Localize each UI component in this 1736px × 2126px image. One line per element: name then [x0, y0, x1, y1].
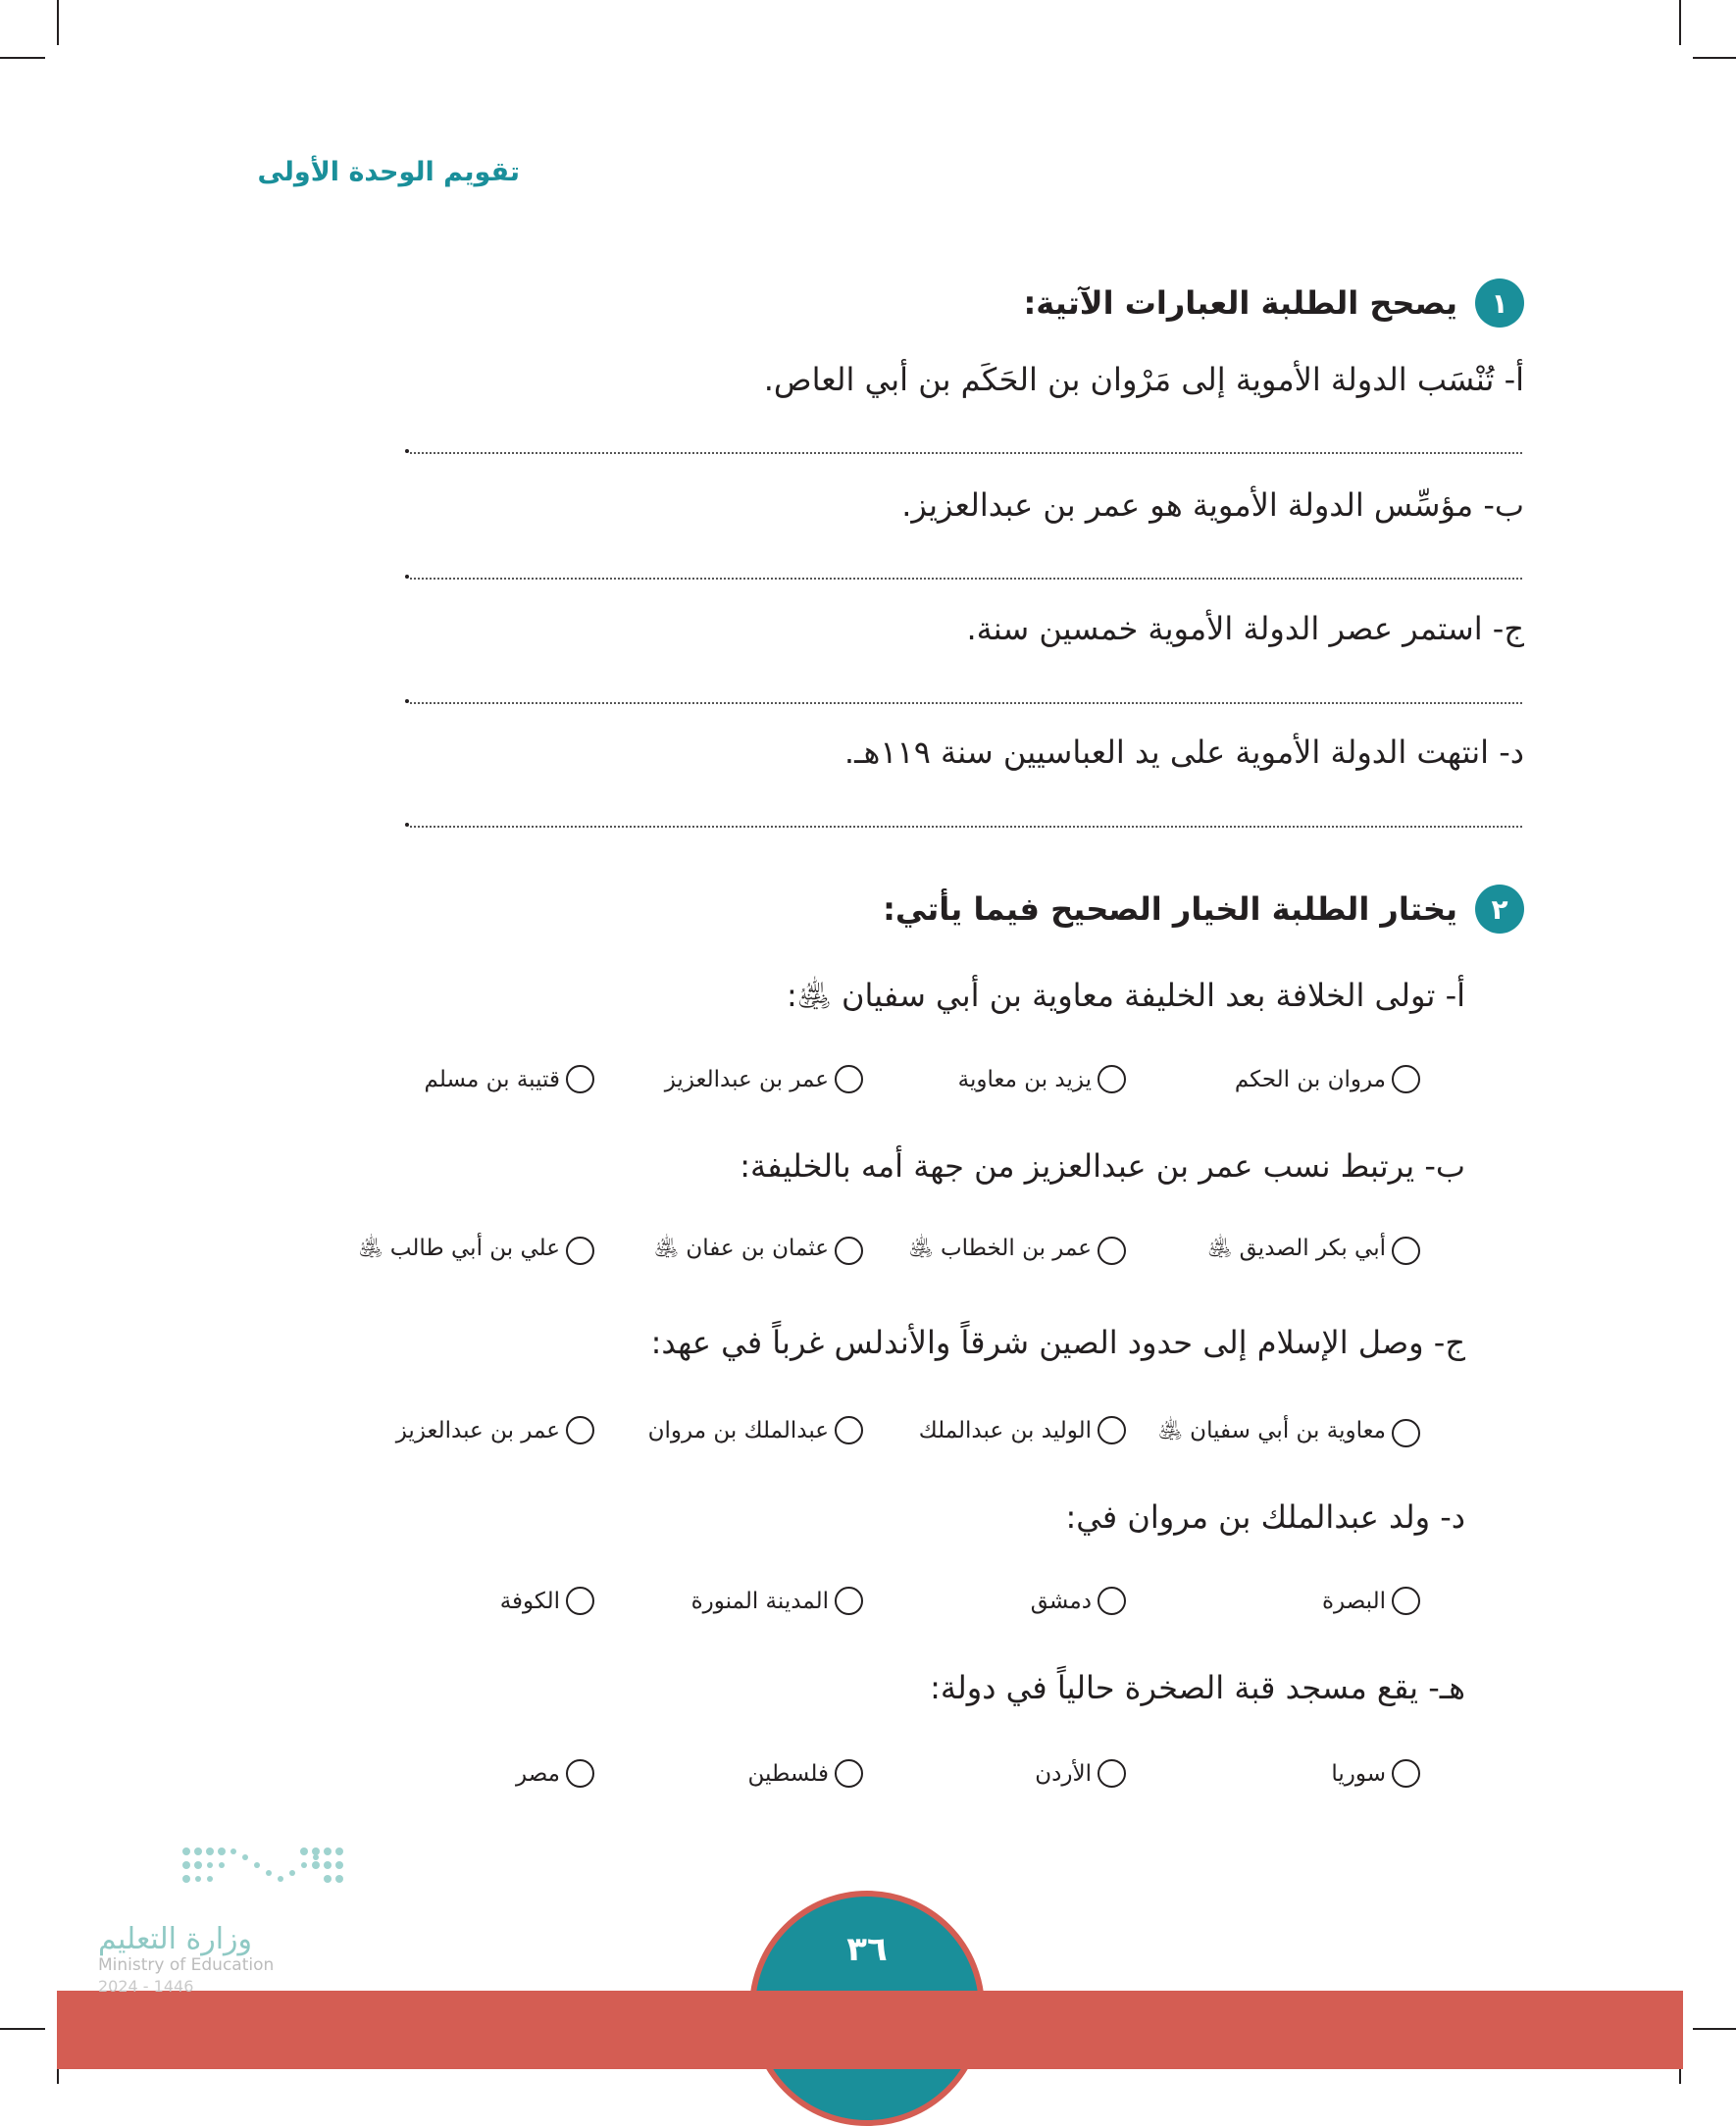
radio-circle[interactable]	[835, 1759, 863, 1788]
answer-line-c[interactable]	[410, 702, 1522, 704]
mcq-b-option-2[interactable]	[909, 1234, 1126, 1267]
mcq-c-option-1[interactable]	[1158, 1416, 1420, 1449]
mcq-e-option-2[interactable]	[1035, 1759, 1126, 1788]
option-label: سوريا	[1331, 1760, 1386, 1787]
option-label: عمر بن عبدالعزيز	[664, 1066, 829, 1092]
option-label: علي بن أبي طالب ﵁	[358, 1236, 560, 1261]
answer-line-a[interactable]	[410, 452, 1522, 454]
mcq-d-option-4[interactable]	[500, 1587, 594, 1615]
radio-circle[interactable]	[1098, 1587, 1126, 1615]
statement-c: ج- استمر عصر الدولة الأموية خمسين سنة.	[966, 610, 1524, 647]
mcq-a-option-2[interactable]	[958, 1065, 1126, 1093]
mcq-d-option-2[interactable]	[1031, 1587, 1126, 1615]
mcq-a-option-4[interactable]	[425, 1065, 594, 1093]
ministry-logo-dots-icon	[177, 1844, 353, 1902]
unit-review-title: تقويم الوحدة الأولى	[257, 157, 520, 187]
mcq-e-option-3[interactable]	[748, 1759, 863, 1788]
radio-circle[interactable]	[1392, 1419, 1420, 1447]
section-2-title: يختار الطلبة الخيار الصحيح فيما يأتي:	[883, 890, 1457, 928]
mcq-d-option-1[interactable]	[1322, 1587, 1420, 1615]
option-label: يزيد بن معاوية	[957, 1066, 1092, 1092]
radio-circle[interactable]	[835, 1416, 863, 1444]
radio-circle[interactable]	[566, 1416, 594, 1444]
radio-circle[interactable]	[1392, 1587, 1420, 1615]
mcq-question-e: هـ- يقع مسجد قبة الصخرة حالياً في دولة:	[930, 1669, 1465, 1706]
crop-mark	[1693, 2028, 1736, 2030]
crop-mark	[57, 0, 59, 45]
mcq-question-b: ب- يرتبط نسب عمر بن عبدالعزيز من جهة أمه بالخليفة:	[740, 1147, 1465, 1185]
crop-mark	[1693, 57, 1736, 59]
mcq-question-d: د- ولد عبدالملك بن مروان في:	[1065, 1498, 1465, 1536]
mcq-b-option-4[interactable]	[358, 1234, 594, 1267]
option-label: أبي بكر الصديق ﵁	[1207, 1236, 1386, 1261]
statement-d: د- انتهت الدولة الأموية على يد العباسيين سنة ١١٩هـ.	[843, 734, 1524, 771]
radio-circle[interactable]	[835, 1587, 863, 1615]
footer-band	[57, 1991, 1683, 2069]
option-label: دمشق	[1030, 1588, 1092, 1614]
radio-circle[interactable]	[1392, 1759, 1420, 1788]
mcq-a-option-3[interactable]	[665, 1065, 863, 1093]
radio-circle[interactable]	[1098, 1237, 1126, 1265]
statement-a: أ- تُنْسَب الدولة الأموية إلى مَرْوان بن الحَكَم بن أبي العاص.	[763, 361, 1524, 398]
option-label: مروان بن الحكم	[1234, 1066, 1386, 1092]
radio-circle[interactable]	[1392, 1065, 1420, 1093]
section-1-title: يصحح الطلبة العبارات الآتية:	[1023, 284, 1457, 322]
mcq-e-option-4[interactable]	[516, 1759, 594, 1788]
option-label: الكوفة	[499, 1588, 560, 1614]
option-label: البصرة	[1321, 1588, 1386, 1614]
option-label: عبدالملك بن مروان	[647, 1417, 829, 1443]
radio-circle[interactable]	[1098, 1416, 1126, 1444]
radio-circle[interactable]	[1392, 1237, 1420, 1265]
crop-mark	[1679, 0, 1681, 45]
radio-circle[interactable]	[566, 1759, 594, 1788]
option-label: فلسطين	[747, 1760, 829, 1787]
section-1-number-badge: ١	[1475, 278, 1524, 328]
option-label: عثمان بن عفان ﵁	[653, 1236, 829, 1261]
mcq-c-option-4[interactable]	[396, 1416, 594, 1444]
page-number: ٣٦	[846, 1930, 888, 1969]
radio-circle[interactable]	[835, 1237, 863, 1265]
mcq-a-option-1[interactable]	[1235, 1065, 1420, 1093]
option-label: الأردن	[1035, 1760, 1092, 1787]
option-label: معاوية بن أبي سفيان ﵁	[1157, 1418, 1386, 1443]
answer-line-d[interactable]	[410, 826, 1522, 828]
radio-circle[interactable]	[835, 1065, 863, 1093]
radio-circle[interactable]	[566, 1065, 594, 1093]
option-label: مصر	[516, 1760, 560, 1787]
mcq-e-option-1[interactable]	[1331, 1759, 1420, 1788]
radio-circle[interactable]	[566, 1587, 594, 1615]
option-label: الوليد بن عبدالملك	[918, 1417, 1092, 1443]
option-label: المدينة المنورة	[690, 1588, 829, 1614]
option-label: عمر بن الخطاب ﵁	[908, 1236, 1092, 1261]
mcq-question-c: ج- وصل الإسلام إلى حدود الصين شرقاً والأندلس غرباً في عهد:	[650, 1324, 1465, 1361]
mcq-b-option-1[interactable]	[1207, 1234, 1420, 1267]
crop-mark	[0, 57, 45, 59]
section-2-heading	[883, 885, 1524, 934]
radio-circle[interactable]	[1098, 1759, 1126, 1788]
radio-circle[interactable]	[566, 1237, 594, 1265]
mcq-b-option-3[interactable]	[654, 1234, 863, 1267]
option-label: عمر بن عبدالعزيز	[395, 1417, 560, 1443]
section-1-heading	[1023, 278, 1524, 328]
radio-circle[interactable]	[1098, 1065, 1126, 1093]
ministry-name-english: Ministry of Education	[98, 1955, 275, 1975]
option-label: قتيبة بن مسلم	[424, 1066, 560, 1092]
mcq-question-a: أ- تولى الخلافة بعد الخليفة معاوية بن أبي سفيان ﵁:	[787, 977, 1465, 1014]
mcq-d-option-3[interactable]	[691, 1587, 863, 1615]
answer-line-b[interactable]	[410, 578, 1522, 580]
mcq-c-option-2[interactable]	[919, 1416, 1126, 1444]
statement-b: ب- مؤسِّس الدولة الأموية هو عمر بن عبدالعزيز.	[901, 486, 1524, 524]
edition-year: 2024 - 1446	[98, 1977, 194, 1996]
crop-mark	[0, 2028, 45, 2030]
mcq-c-option-3[interactable]	[648, 1416, 863, 1444]
ministry-name-arabic: وزارة التعليم	[98, 1922, 253, 1956]
section-2-number-badge: ٢	[1475, 885, 1524, 934]
